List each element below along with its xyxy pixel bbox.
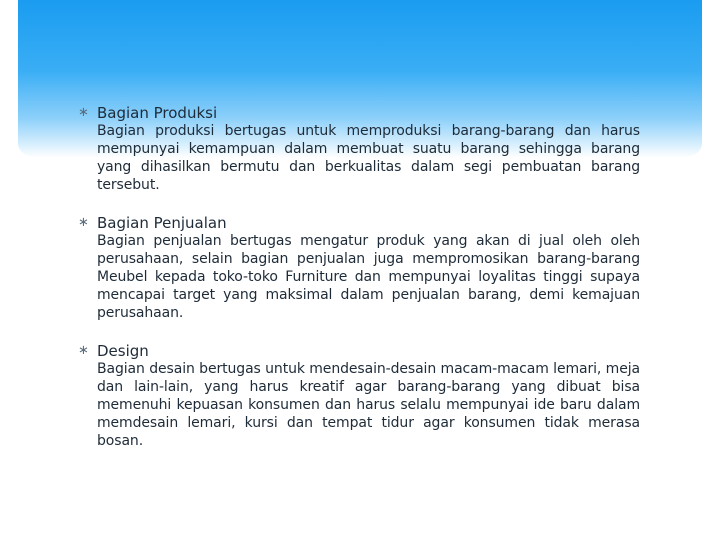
bullet-list [78,104,640,450]
section-heading: Bagian Penjualan [97,214,227,232]
section-heading: Bagian Produksi [97,104,218,122]
asterisk-bullet-icon: ∗ [78,105,89,120]
section-body: Bagian produksi bertugas untuk memproduksi barang-barang dan harus mempunyai kemampuan dalam membuat suatu barang sehingga barang yang dihasilkan bermutu dan berkualitas dalam segi pembuatan barang tersebut. [97,123,640,193]
list-item-design [78,342,640,450]
section-body: Bagian desain bertugas untuk mendesain-desain macam-macam lemari, meja dan lain-lain, yang harus kreatif agar barang-barang yang dibuat bisa memenuhi kepuasan konsumen dan harus selalu mempunyai ide baru dalam memdesain lemari, kursi dan tempat tidur agar konsumen tidak merasa bosan. [97,361,640,449]
section-heading: Design [97,342,149,360]
list-item-produksi [78,104,640,194]
asterisk-bullet-icon: ∗ [78,215,89,230]
section-body: Bagian penjualan bertugas mengatur produk yang akan di jual oleh oleh perusahaan, selain bagian penjualan juga mempromosikan barang-barang Meubel kepada toko-toko Furniture dan mempunyai loyalitas tinggi supaya mencapai target yang maksimal dalam penjualan barang, demi kemajuan perusahaan. [97,233,640,321]
list-item-penjualan [78,214,640,322]
asterisk-bullet-icon: ∗ [78,343,89,358]
